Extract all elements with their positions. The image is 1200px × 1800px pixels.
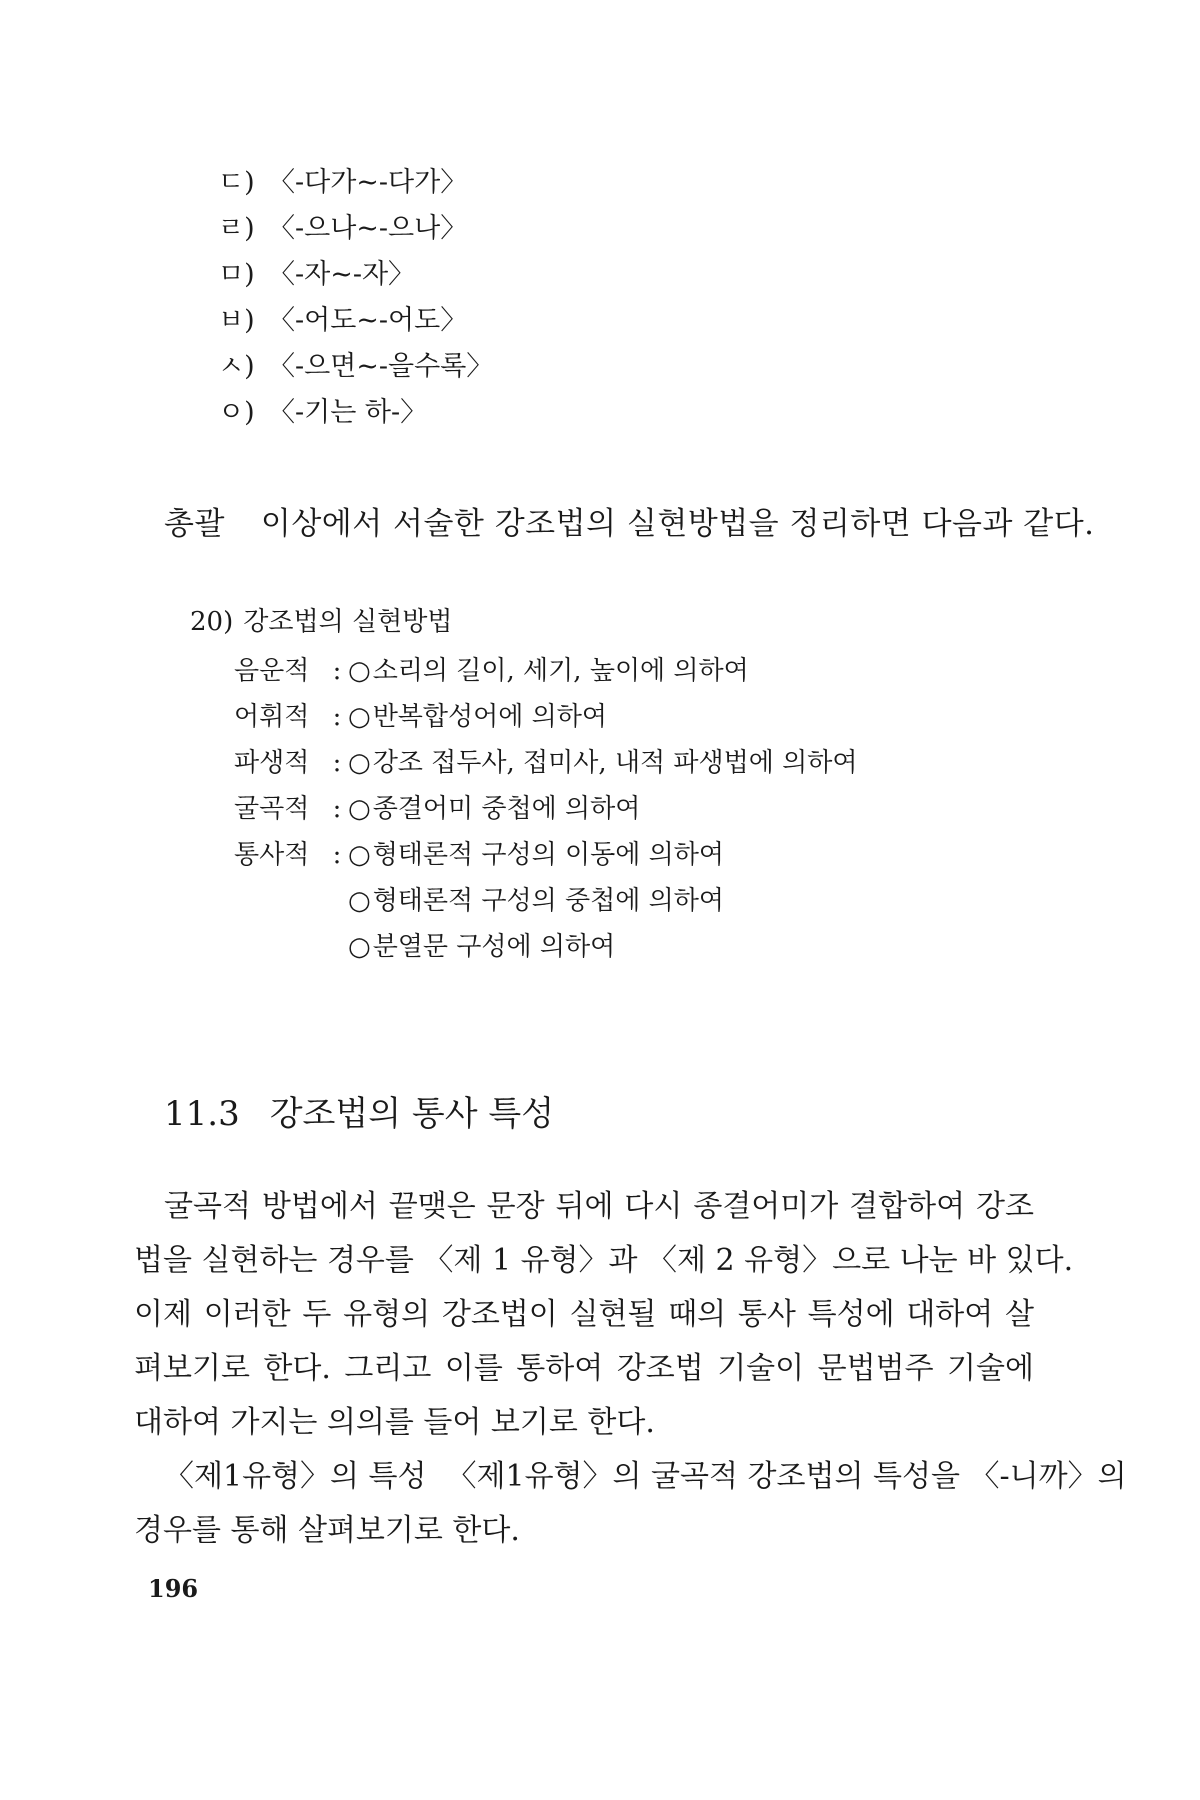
- ending-marker: ㅇ): [218, 397, 255, 428]
- method-item-text: 소리의 길이, 세기, 높이에 의하여: [372, 656, 749, 686]
- method-item-text: 종결어미 중첩에 의하여: [372, 794, 641, 824]
- ending-item: [218, 252, 493, 298]
- method-label: 어휘적: [234, 702, 310, 732]
- colon: :: [332, 840, 342, 870]
- summary-paragraph: [164, 498, 1095, 543]
- body-line: 굴곡적 방법에서 끝맺은 문장 뒤에 다시 종결어미가 결합하여 강조: [164, 1189, 1034, 1224]
- ending-text: 〈-으면~-을수록〉: [268, 351, 494, 382]
- method-table: [234, 648, 858, 970]
- page-number: 196: [148, 1574, 199, 1603]
- section-heading: [164, 1086, 554, 1135]
- method-item: [348, 924, 724, 970]
- ending-text: 〈-기는 하-〉: [268, 397, 428, 428]
- method-item-text: 형태론적 구성의 이동에 의하여: [372, 840, 724, 870]
- bullet-circle-icon: ○: [348, 794, 371, 824]
- ending-marker: ㄹ): [218, 213, 255, 244]
- colon: :: [332, 702, 342, 732]
- method-item: [348, 648, 749, 694]
- ending-text: 〈-다가~-다가〉: [268, 167, 468, 198]
- method-items: [348, 832, 724, 970]
- summary-label: 총괄: [164, 506, 225, 542]
- method-items: [348, 648, 749, 694]
- method-label: 파생적: [234, 748, 310, 778]
- method-item-text: 형태론적 구성의 중첩에 의하여: [372, 886, 724, 916]
- ending-list: [218, 160, 493, 436]
- ending-marker: ㅅ): [218, 351, 255, 382]
- method-item: [348, 694, 607, 740]
- body-line: 법을 실현하는 경우를 〈제 1 유형〉과 〈제 2 유형〉으로 나눈 바 있다.: [134, 1243, 1074, 1278]
- method-label: 굴곡적: [234, 794, 310, 824]
- method-item: [348, 786, 640, 832]
- method-row: [234, 832, 858, 970]
- body-line: [134, 1450, 1127, 1504]
- colon: :: [332, 794, 342, 824]
- bullet-circle-icon: ○: [348, 886, 371, 916]
- body-line: 경우를 통해 살펴보기로 한다.: [134, 1513, 520, 1548]
- ending-item: [218, 344, 493, 390]
- section-number: 11.3: [164, 1094, 240, 1134]
- bullet-circle-icon: ○: [348, 748, 371, 778]
- method-label: 음운적: [234, 656, 310, 686]
- ending-marker: ㅁ): [218, 259, 255, 290]
- body-line: 이제 이러한 두 유형의 강조법이 실현될 때의 통사 특성에 대하여 살: [134, 1297, 1034, 1332]
- body-line: 펴보기로 한다. 그리고 이를 통하여 강조법 기술이 문법범주 기술에: [134, 1351, 1034, 1386]
- ending-item: [218, 160, 493, 206]
- method-row: [234, 694, 858, 740]
- ending-text: 〈-어도~-어도〉: [268, 305, 468, 336]
- method-items: [348, 786, 640, 832]
- section-title: 강조법의 통사 특성: [269, 1094, 555, 1134]
- example-heading: [190, 600, 858, 644]
- method-item-text: 반복합성어에 의하여: [372, 702, 607, 732]
- example-title: 강조법의 실현방법: [243, 607, 453, 637]
- method-items: [348, 740, 858, 786]
- ending-item: [218, 298, 493, 344]
- method-item: [348, 878, 724, 924]
- colon: :: [332, 656, 342, 686]
- method-item: [348, 740, 858, 786]
- colon: :: [332, 748, 342, 778]
- method-item-text: 분열문 구성에 의하여: [372, 932, 616, 962]
- ending-item: [218, 206, 493, 252]
- bullet-circle-icon: ○: [348, 702, 371, 732]
- bullet-circle-icon: ○: [348, 840, 371, 870]
- ending-text: 〈-으나~-으나〉: [268, 213, 468, 244]
- body-line: 대하여 가지는 의의를 들어 보기로 한다.: [134, 1405, 655, 1440]
- ending-item: [218, 390, 493, 436]
- method-item-text: 강조 접두사, 접미사, 내적 파생법에 의하여: [372, 748, 858, 778]
- body-line-text: 〈제1유형〉의 굴곡적 강조법의 특성을 〈-니까〉의: [446, 1459, 1127, 1494]
- method-row: [234, 740, 858, 786]
- ending-marker: ㄷ): [218, 167, 255, 198]
- method-label: 통사적: [234, 840, 310, 870]
- ending-marker: ㅂ): [218, 305, 255, 336]
- example-block: [190, 600, 858, 970]
- method-items: [348, 694, 607, 740]
- method-item: [348, 832, 724, 878]
- ending-text: 〈-자~-자〉: [268, 259, 416, 290]
- method-row: [234, 648, 858, 694]
- bullet-circle-icon: ○: [348, 932, 371, 962]
- bullet-circle-icon: ○: [348, 656, 371, 686]
- example-number: 20): [190, 607, 234, 637]
- body-text: [134, 1180, 1127, 1558]
- subsection-label: 〈제1유형〉의 특성: [164, 1459, 427, 1494]
- method-row: [234, 786, 858, 832]
- summary-text: 이상에서 서술한 강조법의 실현방법을 정리하면 다음과 같다.: [260, 506, 1095, 542]
